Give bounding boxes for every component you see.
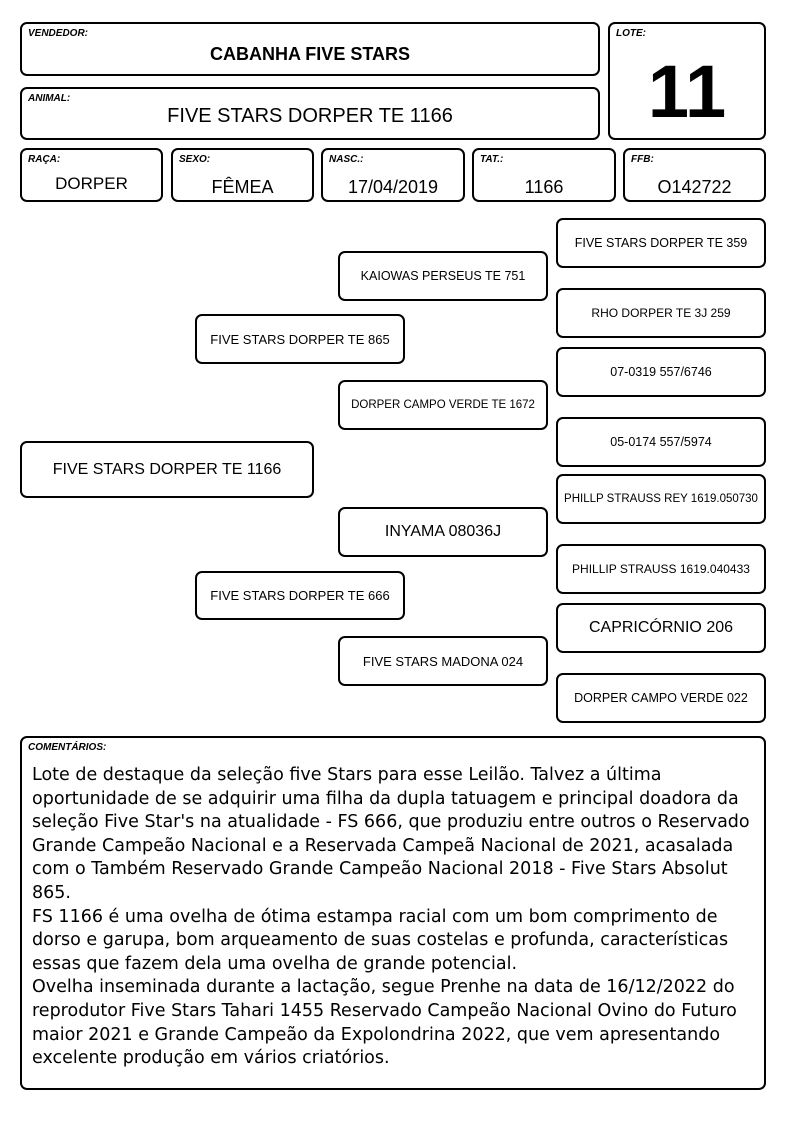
pedigree-gen3-4: 05-0174 557/5974 — [556, 417, 766, 467]
pedigree-dam-sire: INYAMA 08036J — [338, 507, 548, 557]
ffb-box — [623, 148, 766, 202]
pedigree-gen3-3: 07-0319 557/6746 — [556, 347, 766, 397]
lot-number: 11 — [647, 50, 727, 133]
sex-box — [171, 148, 314, 202]
breed-value: DORPER — [55, 174, 128, 193]
birth-label: NASC.: — [329, 154, 364, 165]
seller-name: CABANHA FIVE STARS — [209, 44, 410, 64]
animal-name: FIVE STARS DORPER TE 1166 — [167, 105, 453, 127]
lot-label: LOTE: — [616, 28, 646, 39]
lot-box — [608, 22, 766, 140]
seller-box — [20, 22, 600, 76]
sex-value: FÊMEA — [211, 177, 274, 197]
animal-label: ANIMAL: — [28, 93, 71, 104]
comments-body — [32, 764, 756, 1071]
pedigree-animal: FIVE STARS DORPER TE 1166 — [20, 441, 314, 498]
pedigree-sire-sire: KAIOWAS PERSEUS TE 751 — [338, 251, 548, 301]
pedigree-gen3-1: FIVE STARS DORPER TE 359 — [556, 218, 766, 268]
breed-box — [20, 148, 163, 202]
pedigree-gen3-8: DORPER CAMPO VERDE 022 — [556, 673, 766, 723]
animal-box — [20, 87, 600, 140]
comments-paragraph-1: Lote de destaque da seleção five Stars para esse Leilão. Talvez a última oportunidade de se adquirir uma filha da dupla tatuagem e principal doadora da seleção Five Star's na atualidade - FS 666, que produziu entre outros o Reservado Grande Campeão Nacional e a Reservada Campeã Nacional de 2021, acasalada com o Também Reservado Grande Campeão Nacional 2018 - Five Stars Absolut 865. — [32, 765, 750, 903]
pedigree-gen3-7: CAPRICÓRNIO 206 — [556, 603, 766, 653]
pedigree-gen3-5: PHILLP STRAUSS REY 1619.050730 — [556, 474, 766, 524]
comments-paragraph-3: Ovelha inseminada durante a lactação, segue Prenhe na data de 16/12/2022 do reprodutor Five Stars Tahari 1455 Reservado Campeão Nacional Ovino do Futuro maior 2021 e Grande Campeão da Expolondrina 2022, que vem apresentando excelente produção em vários criatórios. — [32, 977, 737, 1069]
comments-label: COMENTÁRIOS: — [28, 742, 107, 753]
pedigree-dam: FIVE STARS DORPER TE 666 — [195, 571, 405, 620]
tattoo-label: TAT.: — [480, 154, 504, 165]
comments-paragraph-2: FS 1166 é uma ovelha de ótima estampa racial com um bom comprimento de dorso e garupa, bom arqueamento de suas costelas e profunda, características essas que fazem dela uma ovelha de grande potencial. — [32, 906, 729, 974]
pedigree-sire: FIVE STARS DORPER TE 865 — [195, 314, 405, 364]
birth-box — [321, 148, 465, 202]
pedigree-gen3-2: RHO DORPER TE 3J 259 — [556, 288, 766, 338]
comments-box — [20, 736, 766, 1090]
ffb-value: O142722 — [657, 177, 732, 197]
ffb-label: FFB: — [631, 154, 654, 165]
seller-label: VENDEDOR: — [28, 28, 89, 39]
tattoo-value: 1166 — [524, 177, 564, 197]
birth-value: 17/04/2019 — [347, 177, 439, 197]
sex-label: SEXO: — [179, 154, 211, 165]
pedigree-sire-dam: DORPER CAMPO VERDE TE 1672 — [338, 380, 548, 430]
pedigree-gen3-6: PHILLIP STRAUSS 1619.040433 — [556, 544, 766, 594]
breed-label: RAÇA: — [28, 154, 61, 165]
tattoo-box — [472, 148, 616, 202]
pedigree-dam-dam: FIVE STARS MADONA 024 — [338, 636, 548, 686]
